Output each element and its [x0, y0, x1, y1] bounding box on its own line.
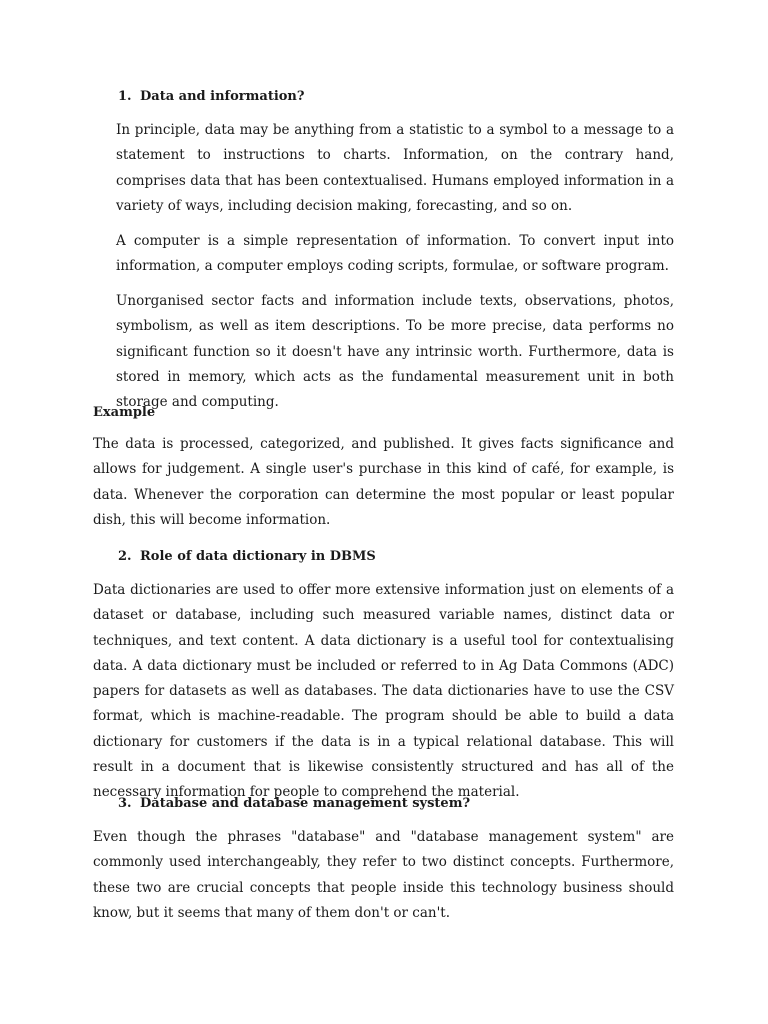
- paragraph: The data is processed, categorized, and published. It gives facts significance and allows for judgement. A single user's purchase in this kind of café, for example, is data. Whenever the corporation can determine the most popular or least popular dish, this will become information.: [93, 436, 674, 528]
- paragraph: In principle, data may be anything from a statistic to a symbol to a message to a statement to instructions to charts. Information, on the contrary hand, comprises data that has been contextualised. Humans employed information in a variety of ways, including decision making, forecasting, and so on.: [116, 122, 674, 214]
- section-title: Role of data dictionary in DBMS: [140, 549, 376, 564]
- section-number: 2.: [118, 549, 132, 564]
- section-title: Data and information?: [140, 89, 305, 104]
- section-heading-database-management-system: [118, 796, 470, 812]
- paragraph: Data dictionaries are used to offer more extensive information just on elements of a dataset or database, including such measured variable names, distinct data or techniques, and text content. A data dictionary is a useful tool for contextualising data. A data dictionary must be included or referred to in Ag Data Commons (ADC) papers for datasets as well as databases. The data dictionaries have to use the CSV format, which is machine-readable. The program should be able to build a data dictionary for customers if the data is in a typical relational database. This will result in a document that is likewise consistently structured and has all of the necessary information for people to comprehend the material.: [93, 582, 674, 801]
- section-heading-example: [93, 405, 155, 421]
- paragraph: A computer is a simple representation of information. To convert input into information, a computer employs coding scripts, formulae, or software program.: [116, 233, 674, 275]
- paragraph: Even though the phrases "database" and "database management system" are commonly used interchangeably, they refer to two distinct concepts. Furthermore, these two are crucial concepts that people inside this technology business should know, but it seems that many of them don't or can't.: [93, 829, 674, 921]
- section-heading-data-and-information: [118, 89, 305, 105]
- paragraph: Unorganised sector facts and information include texts, observations, photos, symbolism, as well as item descriptions. To be more precise, data performs no significant function so it doesn't have any intrinsic worth. Furthermore, data is stored in memory, which acts as the fundamental measurement unit in both storage and computing.: [116, 293, 674, 411]
- section-number: 1.: [118, 89, 132, 104]
- section-number: 3.: [118, 796, 132, 811]
- section-heading-data-dictionary: [118, 549, 376, 565]
- section-title: Database and database management system?: [140, 796, 471, 811]
- section-title: Example: [93, 405, 156, 420]
